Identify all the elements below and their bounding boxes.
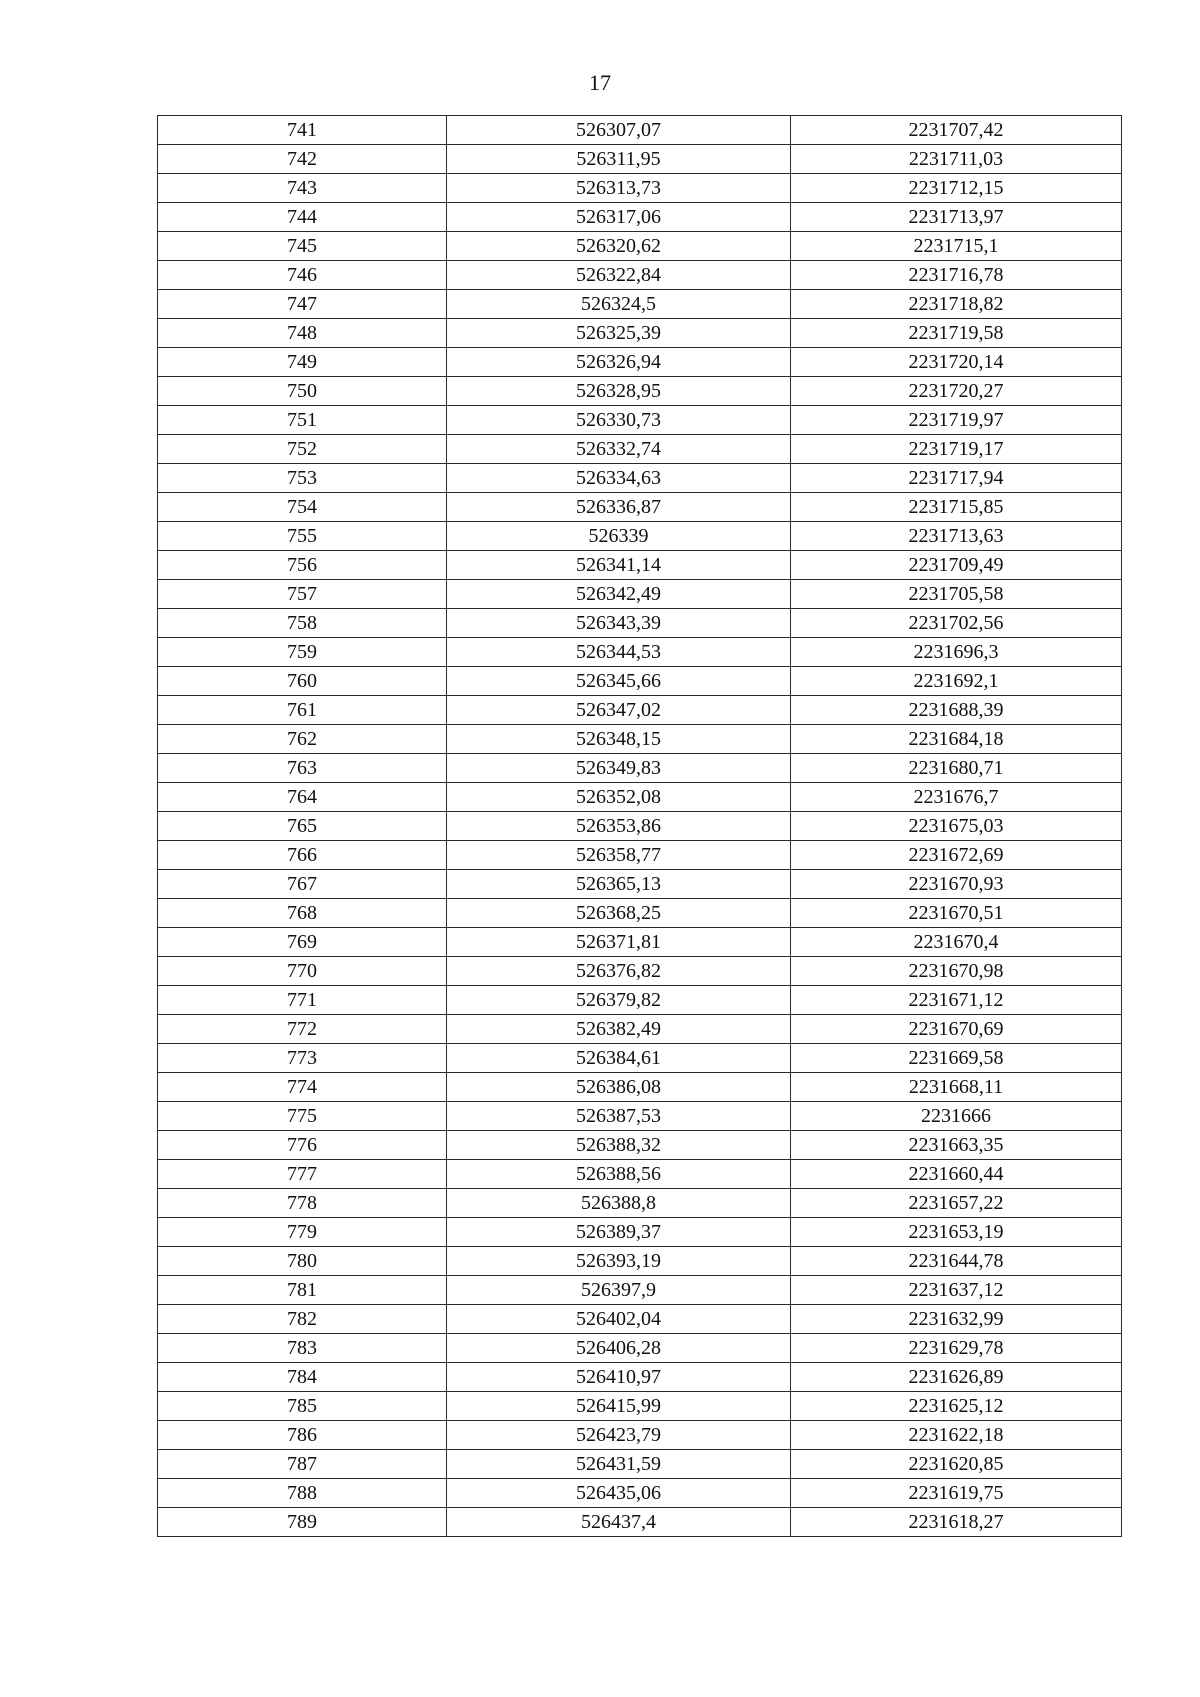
y-coordinate-cell: 2231619,75 [791,1479,1122,1508]
table-row [158,609,1122,638]
y-coordinate-cell: 2231720,14 [791,348,1122,377]
table-row [158,232,1122,261]
x-coordinate-cell: 526334,63 [447,464,791,493]
point-number-cell: 743 [158,174,447,203]
x-coordinate-cell: 526347,02 [447,696,791,725]
point-number-cell: 782 [158,1305,447,1334]
point-number-cell: 744 [158,203,447,232]
table-row [158,174,1122,203]
y-coordinate-cell: 2231670,4 [791,928,1122,957]
x-coordinate-cell: 526325,39 [447,319,791,348]
x-coordinate-cell: 526382,49 [447,1015,791,1044]
y-coordinate-cell: 2231668,11 [791,1073,1122,1102]
table-row [158,551,1122,580]
y-coordinate-cell: 2231657,22 [791,1189,1122,1218]
y-coordinate-cell: 2231692,1 [791,667,1122,696]
x-coordinate-cell: 526376,82 [447,957,791,986]
x-coordinate-cell: 526344,53 [447,638,791,667]
x-coordinate-cell: 526435,06 [447,1479,791,1508]
point-number-cell: 762 [158,725,447,754]
y-coordinate-cell: 2231707,42 [791,116,1122,145]
point-number-cell: 773 [158,1044,447,1073]
table-row [158,1421,1122,1450]
y-coordinate-cell: 2231718,82 [791,290,1122,319]
point-number-cell: 769 [158,928,447,957]
table-row [158,986,1122,1015]
y-coordinate-cell: 2231670,51 [791,899,1122,928]
table-row [158,1276,1122,1305]
x-coordinate-cell: 526343,39 [447,609,791,638]
table-row [158,1189,1122,1218]
x-coordinate-cell: 526388,32 [447,1131,791,1160]
point-number-cell: 756 [158,551,447,580]
point-number-cell: 776 [158,1131,447,1160]
x-coordinate-cell: 526332,74 [447,435,791,464]
table-row [158,841,1122,870]
y-coordinate-cell: 2231696,3 [791,638,1122,667]
point-number-cell: 748 [158,319,447,348]
x-coordinate-cell: 526320,62 [447,232,791,261]
y-coordinate-cell: 2231713,63 [791,522,1122,551]
table-row [158,783,1122,812]
y-coordinate-cell: 2231719,17 [791,435,1122,464]
y-coordinate-cell: 2231644,78 [791,1247,1122,1276]
y-coordinate-cell: 2231660,44 [791,1160,1122,1189]
point-number-cell: 753 [158,464,447,493]
x-coordinate-cell: 526386,08 [447,1073,791,1102]
x-coordinate-cell: 526324,5 [447,290,791,319]
y-coordinate-cell: 2231666 [791,1102,1122,1131]
table-row [158,261,1122,290]
y-coordinate-cell: 2231711,03 [791,145,1122,174]
table-row [158,1450,1122,1479]
table-row [158,1044,1122,1073]
table-row [158,725,1122,754]
x-coordinate-cell: 526393,19 [447,1247,791,1276]
table-row [158,1102,1122,1131]
point-number-cell: 779 [158,1218,447,1247]
y-coordinate-cell: 2231715,85 [791,493,1122,522]
y-coordinate-cell: 2231680,71 [791,754,1122,783]
table-row [158,928,1122,957]
point-number-cell: 757 [158,580,447,609]
point-number-cell: 758 [158,609,447,638]
x-coordinate-cell: 526339 [447,522,791,551]
x-coordinate-cell: 526402,04 [447,1305,791,1334]
y-coordinate-cell: 2231705,58 [791,580,1122,609]
x-coordinate-cell: 526330,73 [447,406,791,435]
table-row [158,1334,1122,1363]
table-row [158,957,1122,986]
y-coordinate-cell: 2231663,35 [791,1131,1122,1160]
point-number-cell: 786 [158,1421,447,1450]
x-coordinate-cell: 526342,49 [447,580,791,609]
table-row [158,580,1122,609]
point-number-cell: 772 [158,1015,447,1044]
point-number-cell: 780 [158,1247,447,1276]
table-row [158,1363,1122,1392]
y-coordinate-cell: 2231626,89 [791,1363,1122,1392]
table-row [158,1479,1122,1508]
table-row [158,1015,1122,1044]
point-number-cell: 777 [158,1160,447,1189]
point-number-cell: 771 [158,986,447,1015]
x-coordinate-cell: 526415,99 [447,1392,791,1421]
x-coordinate-cell: 526353,86 [447,812,791,841]
y-coordinate-cell: 2231622,18 [791,1421,1122,1450]
point-number-cell: 764 [158,783,447,812]
x-coordinate-cell: 526348,15 [447,725,791,754]
point-number-cell: 788 [158,1479,447,1508]
table-row [158,1073,1122,1102]
y-coordinate-cell: 2231675,03 [791,812,1122,841]
y-coordinate-cell: 2231702,56 [791,609,1122,638]
table-row [158,812,1122,841]
y-coordinate-cell: 2231670,69 [791,1015,1122,1044]
point-number-cell: 763 [158,754,447,783]
point-number-cell: 785 [158,1392,447,1421]
table-row [158,319,1122,348]
x-coordinate-cell: 526368,25 [447,899,791,928]
point-number-cell: 761 [158,696,447,725]
point-number-cell: 750 [158,377,447,406]
table-row [158,638,1122,667]
y-coordinate-cell: 2231671,12 [791,986,1122,1015]
x-coordinate-cell: 526322,84 [447,261,791,290]
y-coordinate-cell: 2231625,12 [791,1392,1122,1421]
point-number-cell: 774 [158,1073,447,1102]
x-coordinate-cell: 526387,53 [447,1102,791,1131]
x-coordinate-cell: 526341,14 [447,551,791,580]
x-coordinate-cell: 526365,13 [447,870,791,899]
x-coordinate-cell: 526389,37 [447,1218,791,1247]
point-number-cell: 751 [158,406,447,435]
y-coordinate-cell: 2231712,15 [791,174,1122,203]
x-coordinate-cell: 526406,28 [447,1334,791,1363]
coordinates-table [157,115,1122,1537]
table-row [158,1247,1122,1276]
y-coordinate-cell: 2231717,94 [791,464,1122,493]
point-number-cell: 766 [158,841,447,870]
table-row [158,1218,1122,1247]
x-coordinate-cell: 526317,06 [447,203,791,232]
table-row [158,377,1122,406]
table-row [158,290,1122,319]
table-row [158,667,1122,696]
table-row [158,696,1122,725]
x-coordinate-cell: 526431,59 [447,1450,791,1479]
x-coordinate-cell: 526307,07 [447,116,791,145]
x-coordinate-cell: 526352,08 [447,783,791,812]
table-row [158,1160,1122,1189]
y-coordinate-cell: 2231716,78 [791,261,1122,290]
table-row [158,116,1122,145]
table-row [158,1305,1122,1334]
point-number-cell: 747 [158,290,447,319]
point-number-cell: 749 [158,348,447,377]
table-row [158,145,1122,174]
point-number-cell: 768 [158,899,447,928]
table-row [158,522,1122,551]
point-number-cell: 754 [158,493,447,522]
table-row [158,1392,1122,1421]
point-number-cell: 778 [158,1189,447,1218]
y-coordinate-cell: 2231653,19 [791,1218,1122,1247]
y-coordinate-cell: 2231637,12 [791,1276,1122,1305]
point-number-cell: 741 [158,116,447,145]
page-number: 17 [589,70,611,95]
y-coordinate-cell: 2231719,58 [791,319,1122,348]
y-coordinate-cell: 2231620,85 [791,1450,1122,1479]
point-number-cell: 746 [158,261,447,290]
table-row [158,754,1122,783]
x-coordinate-cell: 526336,87 [447,493,791,522]
y-coordinate-cell: 2231676,7 [791,783,1122,812]
point-number-cell: 759 [158,638,447,667]
y-coordinate-cell: 2231632,99 [791,1305,1122,1334]
y-coordinate-cell: 2231669,58 [791,1044,1122,1073]
x-coordinate-cell: 526423,79 [447,1421,791,1450]
y-coordinate-cell: 2231672,69 [791,841,1122,870]
point-number-cell: 775 [158,1102,447,1131]
x-coordinate-cell: 526313,73 [447,174,791,203]
point-number-cell: 745 [158,232,447,261]
y-coordinate-cell: 2231629,78 [791,1334,1122,1363]
coordinates-table-body [158,116,1122,1537]
point-number-cell: 781 [158,1276,447,1305]
table-row [158,464,1122,493]
table-row [158,493,1122,522]
y-coordinate-cell: 2231670,93 [791,870,1122,899]
y-coordinate-cell: 2231709,49 [791,551,1122,580]
table-row [158,348,1122,377]
x-coordinate-cell: 526379,82 [447,986,791,1015]
point-number-cell: 784 [158,1363,447,1392]
y-coordinate-cell: 2231713,97 [791,203,1122,232]
x-coordinate-cell: 526388,8 [447,1189,791,1218]
y-coordinate-cell: 2231720,27 [791,377,1122,406]
table-row [158,1131,1122,1160]
point-number-cell: 789 [158,1508,447,1537]
x-coordinate-cell: 526326,94 [447,348,791,377]
point-number-cell: 765 [158,812,447,841]
x-coordinate-cell: 526311,95 [447,145,791,174]
x-coordinate-cell: 526328,95 [447,377,791,406]
y-coordinate-cell: 2231688,39 [791,696,1122,725]
x-coordinate-cell: 526384,61 [447,1044,791,1073]
x-coordinate-cell: 526397,9 [447,1276,791,1305]
table-row [158,435,1122,464]
x-coordinate-cell: 526345,66 [447,667,791,696]
x-coordinate-cell: 526388,56 [447,1160,791,1189]
y-coordinate-cell: 2231670,98 [791,957,1122,986]
y-coordinate-cell: 2231719,97 [791,406,1122,435]
table-row [158,203,1122,232]
y-coordinate-cell: 2231684,18 [791,725,1122,754]
point-number-cell: 752 [158,435,447,464]
point-number-cell: 767 [158,870,447,899]
point-number-cell: 755 [158,522,447,551]
x-coordinate-cell: 526437,4 [447,1508,791,1537]
x-coordinate-cell: 526410,97 [447,1363,791,1392]
point-number-cell: 742 [158,145,447,174]
table-row [158,406,1122,435]
table-row [158,899,1122,928]
table-row [158,1508,1122,1537]
x-coordinate-cell: 526371,81 [447,928,791,957]
y-coordinate-cell: 2231618,27 [791,1508,1122,1537]
x-coordinate-cell: 526358,77 [447,841,791,870]
table-row [158,870,1122,899]
y-coordinate-cell: 2231715,1 [791,232,1122,261]
point-number-cell: 783 [158,1334,447,1363]
point-number-cell: 770 [158,957,447,986]
point-number-cell: 760 [158,667,447,696]
x-coordinate-cell: 526349,83 [447,754,791,783]
point-number-cell: 787 [158,1450,447,1479]
